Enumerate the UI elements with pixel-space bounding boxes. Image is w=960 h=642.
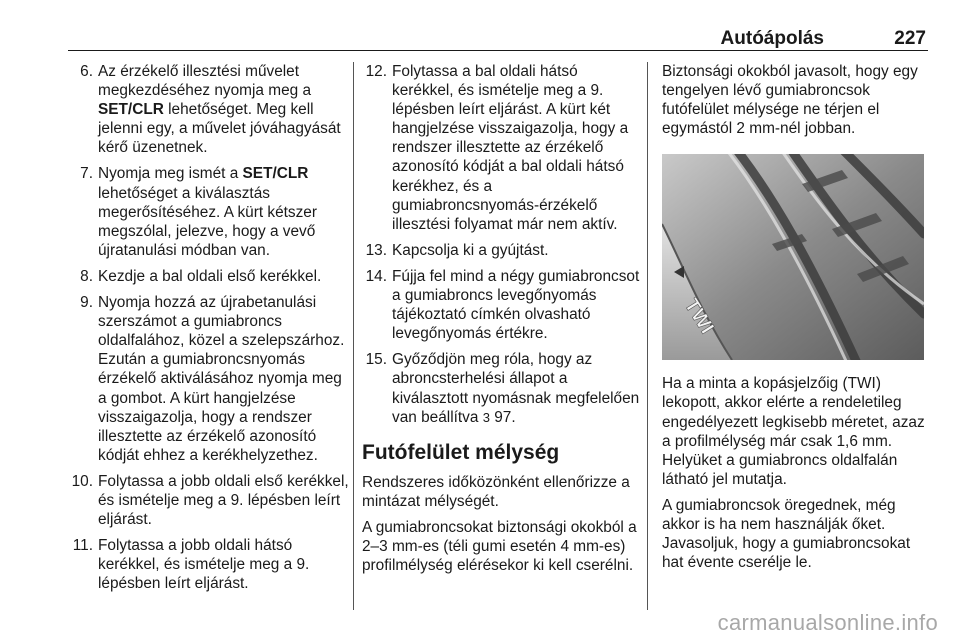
list-item bbox=[68, 267, 352, 286]
list-item bbox=[68, 293, 352, 465]
list-item bbox=[68, 472, 352, 529]
step-text bbox=[98, 267, 352, 286]
paragraph: A gumiabroncsokat biztonsági okokból a 2–3 mm-es (téli gumi esetén 4 mm-es) profilmélység elérésekor ki kell cserélni. bbox=[362, 518, 637, 575]
step-number: 15. bbox=[365, 351, 387, 369]
paragraph: Biztonsági okokból javasolt, hogy egy tengelyen lévő gumiabroncsok futófelület mélysége ne térjen el egymástól 2 mm-nél jobban. bbox=[662, 63, 918, 138]
text-run: Nyomja meg ismét a bbox=[98, 165, 243, 183]
text-run: lehetőséget. Meg kell jelenni egy, a művelet jóváhagyását kérő üzenetnek. bbox=[98, 101, 341, 157]
text-run: Az érzékelő illesztési művelet megkezdéséhez nyomja meg a bbox=[98, 63, 312, 100]
step-text bbox=[98, 472, 352, 529]
page-number: 227 bbox=[894, 28, 926, 49]
step-number: 14. bbox=[365, 267, 387, 285]
list-item bbox=[68, 164, 352, 259]
text-run: Kapcsolja ki a gyújtást. bbox=[392, 241, 549, 259]
step-text bbox=[392, 350, 642, 426]
paragraph: A gumiabroncsok öregednek, még akkor is ha nem használják őket. Javasoljuk, hogy a gumiabroncsokat hat évente cserélje le. bbox=[662, 496, 911, 572]
text-run: Győződjön meg róla, hogy az abroncsterhelési állapot a kiválasztott nyomásnak megfelelően van beállítva bbox=[392, 351, 640, 426]
step-text bbox=[392, 267, 642, 343]
paragraph: Ha a minta a kopásjelzőig (TWI) lekopott, akkor elérte a rendeletileg engedélyezett legkisebb méretet, azaz a profilmélység már csak 1,6 mm. Helyüket a gumiabroncs oldalfalán látható jel mutatja. bbox=[662, 375, 925, 488]
text-run: lehetőséget a kiválasztás megerősítéséhez. A kürt kétszer megszólal, jelezve, hogy a vevő újratanulási módban van. bbox=[98, 184, 317, 259]
column-divider bbox=[647, 62, 648, 610]
section-heading: Futófelület mélység bbox=[362, 440, 560, 464]
list-item bbox=[68, 62, 352, 157]
column-divider bbox=[353, 62, 354, 610]
tire-tread-image bbox=[662, 154, 924, 360]
bold-text: SET/CLR bbox=[98, 101, 164, 119]
step-text bbox=[98, 164, 352, 259]
text-run: Kezdje a bal oldali első kerékkel. bbox=[98, 267, 322, 285]
list-item bbox=[362, 350, 642, 426]
text-run: Nyomja hozzá az újrabetanulási szerszámot a gumiabroncs oldalfalához, közel a szelepszárhoz. Ezután a gumiabroncsnyomás érzékelő aktiválásához nyomja meg a gombot. A kürt hangjelzése visszaigazolja, hogy a rendszer illesztette az érzékelő azonosító kódját ehhez a kerékhelyzethez. bbox=[98, 294, 345, 464]
list-item bbox=[362, 241, 642, 260]
text-run: Fújja fel mind a négy gumiabroncsot a gumiabroncs levegőnyomás tájékoztató címkén olvasható levegőnyomás értékre. bbox=[392, 267, 640, 343]
paragraph: Rendszeres időközönként ellenőrizze a mintázat mélységét. bbox=[362, 473, 630, 510]
twi-label: TWI bbox=[679, 295, 718, 339]
text-run: Folytassa a jobb oldali hátsó kerékkel, és ismételje meg a 9. lépésben leírt eljárást. bbox=[98, 537, 310, 593]
step-number: 9. bbox=[80, 294, 93, 312]
page-header bbox=[68, 28, 928, 51]
step-number: 12. bbox=[365, 63, 387, 80]
page-reference-arrow-icon: 3 bbox=[482, 409, 490, 425]
list-item bbox=[362, 62, 642, 234]
step-text bbox=[98, 536, 352, 593]
list-item bbox=[68, 536, 352, 593]
step-list bbox=[68, 62, 352, 593]
step-list bbox=[362, 62, 642, 427]
column-middle bbox=[362, 62, 642, 582]
step-number: 8. bbox=[80, 267, 93, 285]
step-number: 13. bbox=[365, 241, 387, 259]
watermark: carmanualsonline.info bbox=[717, 610, 938, 635]
section-title: Autóápolás bbox=[720, 28, 824, 49]
column-left bbox=[68, 62, 352, 600]
text-run: Folytassa a bal oldali hátsó kerékkel, és ismételje meg a 9. lépésben leírt eljárást. A kürt két hangjelzése visszaigazolja, hogy a rendszer illesztette az érzékelő azonosító kódját a bal oldali hátsó kerékhez, és a gumiabroncsnyomás-érzékelő illesztési folyamat már nem aktív. bbox=[392, 63, 629, 233]
list-item bbox=[362, 267, 642, 343]
step-number: 6. bbox=[80, 63, 93, 80]
text-run: 97. bbox=[489, 408, 516, 426]
step-number: 10. bbox=[71, 472, 93, 490]
step-number: 11. bbox=[72, 537, 93, 555]
step-number: 7. bbox=[80, 165, 93, 183]
step-text bbox=[98, 293, 352, 465]
column-right bbox=[662, 62, 932, 579]
bold-text: SET/CLR bbox=[242, 165, 309, 183]
text-run: Folytassa a jobb oldali első kerékkel, és ismételje meg a 9. lépésben leírt eljárást. bbox=[98, 472, 349, 529]
step-text bbox=[392, 241, 642, 260]
step-text bbox=[392, 62, 642, 234]
step-text bbox=[98, 62, 352, 157]
